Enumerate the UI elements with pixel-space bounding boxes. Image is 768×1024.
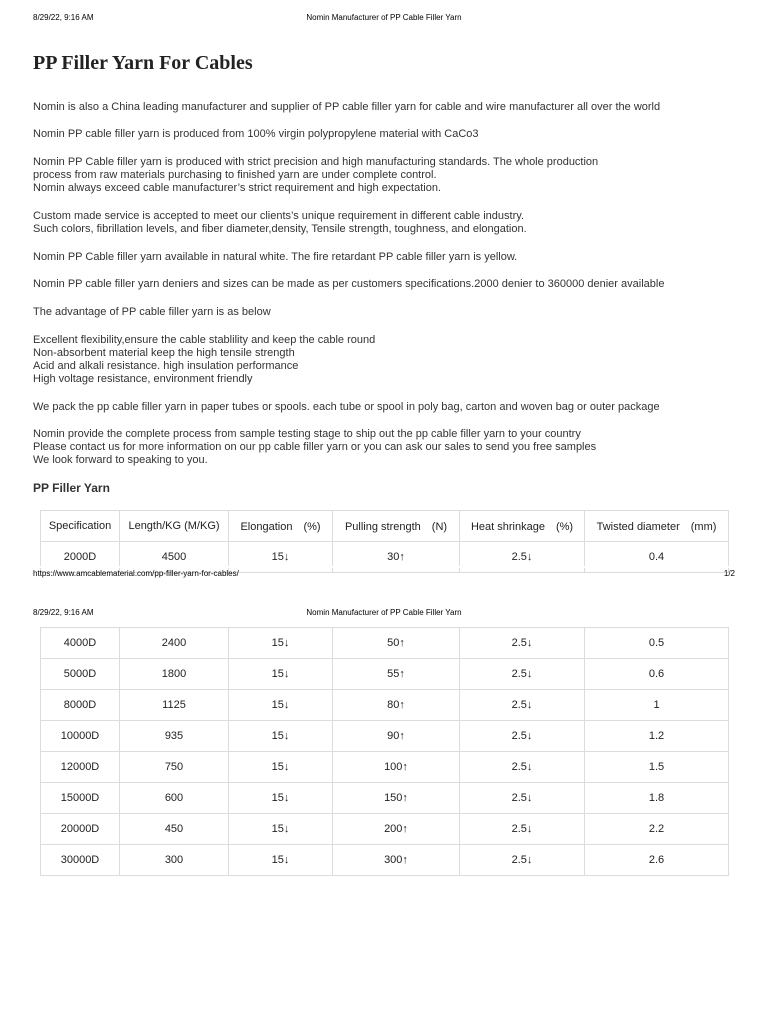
- table-cell: 2.5↓: [460, 721, 585, 752]
- paragraph-deniers: Nomin PP cable filler yarn deniers and sizes can be made as per customers specifications.2000 denier to 360000 denier available: [33, 278, 665, 290]
- paragraph-advantages: Excellent flexibility,ensure the cable stablility and keep the cable round Non-absorbent material keep the high tensile strength Acid and alkali resistance. high insulation performance High voltage resistance, environment friendly: [33, 334, 376, 385]
- table-cell: 15↓: [229, 721, 333, 752]
- table-cell: 450: [120, 814, 229, 845]
- table-cell: 15↓: [229, 752, 333, 783]
- table-cell: 4500: [120, 542, 229, 573]
- table-cell: 2.6: [585, 845, 729, 876]
- print-datetime: 8/29/22, 9:16 AM: [33, 13, 94, 22]
- table-cell: 15↓: [229, 783, 333, 814]
- table-row: [41, 752, 729, 783]
- table-cell: 5000D: [41, 659, 120, 690]
- table-cell: 15↓: [229, 659, 333, 690]
- table-cell: 15↓: [229, 690, 333, 721]
- table-cell: 1.2: [585, 721, 729, 752]
- paragraph-intro: Nomin is also a China leading manufacturer and supplier of PP cable filler yarn for cable and wire manufacturer all over the world: [33, 101, 661, 113]
- table-cell: 1800: [120, 659, 229, 690]
- table-cell: 20000D: [41, 814, 120, 845]
- table-cell: 600: [120, 783, 229, 814]
- print-datetime-page2: 8/29/22, 9:16 AM: [33, 608, 94, 617]
- col-header-elongation: Elongation (%): [229, 511, 333, 542]
- col-header-length: Length/KG (M/KG): [120, 511, 229, 542]
- table-cell: 1.8: [585, 783, 729, 814]
- page-number: 1/2: [723, 569, 735, 578]
- table-cell: 90↑: [333, 721, 460, 752]
- table-row: [41, 845, 729, 876]
- table-cell: 50↑: [333, 628, 460, 659]
- table-cell: 8000D: [41, 690, 120, 721]
- page-break-mask-top: [0, 621, 768, 627]
- print-doc-title-page2: Nomin Manufacturer of PP Cable Filler Yarn: [306, 608, 462, 617]
- table-cell: 1: [585, 690, 729, 721]
- table-cell: 750: [120, 752, 229, 783]
- col-header-pulling-strength: Pulling strength (N): [333, 511, 460, 542]
- table-cell: 10000D: [41, 721, 120, 752]
- page-break-mask: [0, 566, 768, 568]
- table-cell: 2000D: [41, 542, 120, 573]
- print-url: https://www.amcablematerial.com/pp-filler-yarn-for-cables/: [33, 569, 239, 578]
- table-cell: 15000D: [41, 783, 120, 814]
- print-doc-title: Nomin Manufacturer of PP Cable Filler Yarn: [306, 13, 462, 22]
- paragraph-contact: Nomin provide the complete process from sample testing stage to ship out the pp cable filler yarn to your country Please contact us for more information on our pp cable filler yarn or you can ask our sales to send you free samples We look forward to speaking to you.: [33, 428, 597, 466]
- col-header-twisted-diameter: Twisted diameter (mm): [585, 511, 729, 542]
- table-header-row: [41, 511, 729, 542]
- table-cell: 15↓: [229, 845, 333, 876]
- col-header-specification: Specification: [41, 511, 120, 542]
- table-cell: 100↑: [333, 752, 460, 783]
- paragraph-material: Nomin PP cable filler yarn is produced from 100% virgin polypropylene material with CaCo3: [33, 128, 479, 140]
- table-cell: 0.4: [585, 542, 729, 573]
- table-cell: 150↑: [333, 783, 460, 814]
- table-cell: 12000D: [41, 752, 120, 783]
- table-row: [41, 628, 729, 659]
- paragraph-colors: Nomin PP Cable filler yarn available in natural white. The fire retardant PP cable filler yarn is yellow.: [33, 251, 518, 263]
- page-title: PP Filler Yarn For Cables: [33, 52, 253, 74]
- table-cell: 4000D: [41, 628, 120, 659]
- table-cell: 2.5↓: [460, 542, 585, 573]
- table-cell: 2.2: [585, 814, 729, 845]
- table-cell: 1.5: [585, 752, 729, 783]
- table-cell: 2.5↓: [460, 628, 585, 659]
- table-row: [41, 659, 729, 690]
- paragraph-precision: Nomin PP Cable filler yarn is produced with strict precision and high manufacturing standards. The whole production process from raw materials purchasing to finished yarn are under complete control. Nomin always exceed cable manufacturer’s strict requirement and high expectation.: [33, 156, 599, 194]
- table-cell: 0.5: [585, 628, 729, 659]
- table-cell: 30000D: [41, 845, 120, 876]
- col-header-heat-shrinkage: Heat shrinkage (%): [460, 511, 585, 542]
- paragraph-custom: Custom made service is accepted to meet our clients’s unique requirement in different cable industry. Such colors, fibrillation levels, and fiber diameter,density, Tensile strength, toughness, and elongation.: [33, 210, 527, 235]
- table-cell: 2.5↓: [460, 783, 585, 814]
- table-cell: 30↑: [333, 542, 460, 573]
- table-row: [41, 783, 729, 814]
- table-cell: 2.5↓: [460, 814, 585, 845]
- table-cell: 80↑: [333, 690, 460, 721]
- table-heading: PP Filler Yarn: [33, 481, 110, 495]
- table-row: [41, 690, 729, 721]
- table-row: [41, 721, 729, 752]
- table-cell: 1125: [120, 690, 229, 721]
- table-cell: 2.5↓: [460, 752, 585, 783]
- table-cell: 935: [120, 721, 229, 752]
- table-cell: 200↑: [333, 814, 460, 845]
- table-cell: 2400: [120, 628, 229, 659]
- spec-table-page2: [40, 627, 729, 876]
- table-cell: 0.6: [585, 659, 729, 690]
- table-cell: 15↓: [229, 814, 333, 845]
- table-cell: 55↑: [333, 659, 460, 690]
- paragraph-advantage-intro: The advantage of PP cable filler yarn is as below: [33, 306, 271, 318]
- table-cell: 300↑: [333, 845, 460, 876]
- table-row: [41, 814, 729, 845]
- table-cell: 2.5↓: [460, 845, 585, 876]
- table-cell: 15↓: [229, 542, 333, 573]
- table-cell: 300: [120, 845, 229, 876]
- table-cell: 2.5↓: [460, 659, 585, 690]
- spec-table-page1: [40, 510, 729, 573]
- table-cell: 2.5↓: [460, 690, 585, 721]
- table-cell: 15↓: [229, 628, 333, 659]
- paragraph-packing: We pack the pp cable filler yarn in paper tubes or spools. each tube or spool in poly bag, carton and woven bag or outer package: [33, 401, 660, 413]
